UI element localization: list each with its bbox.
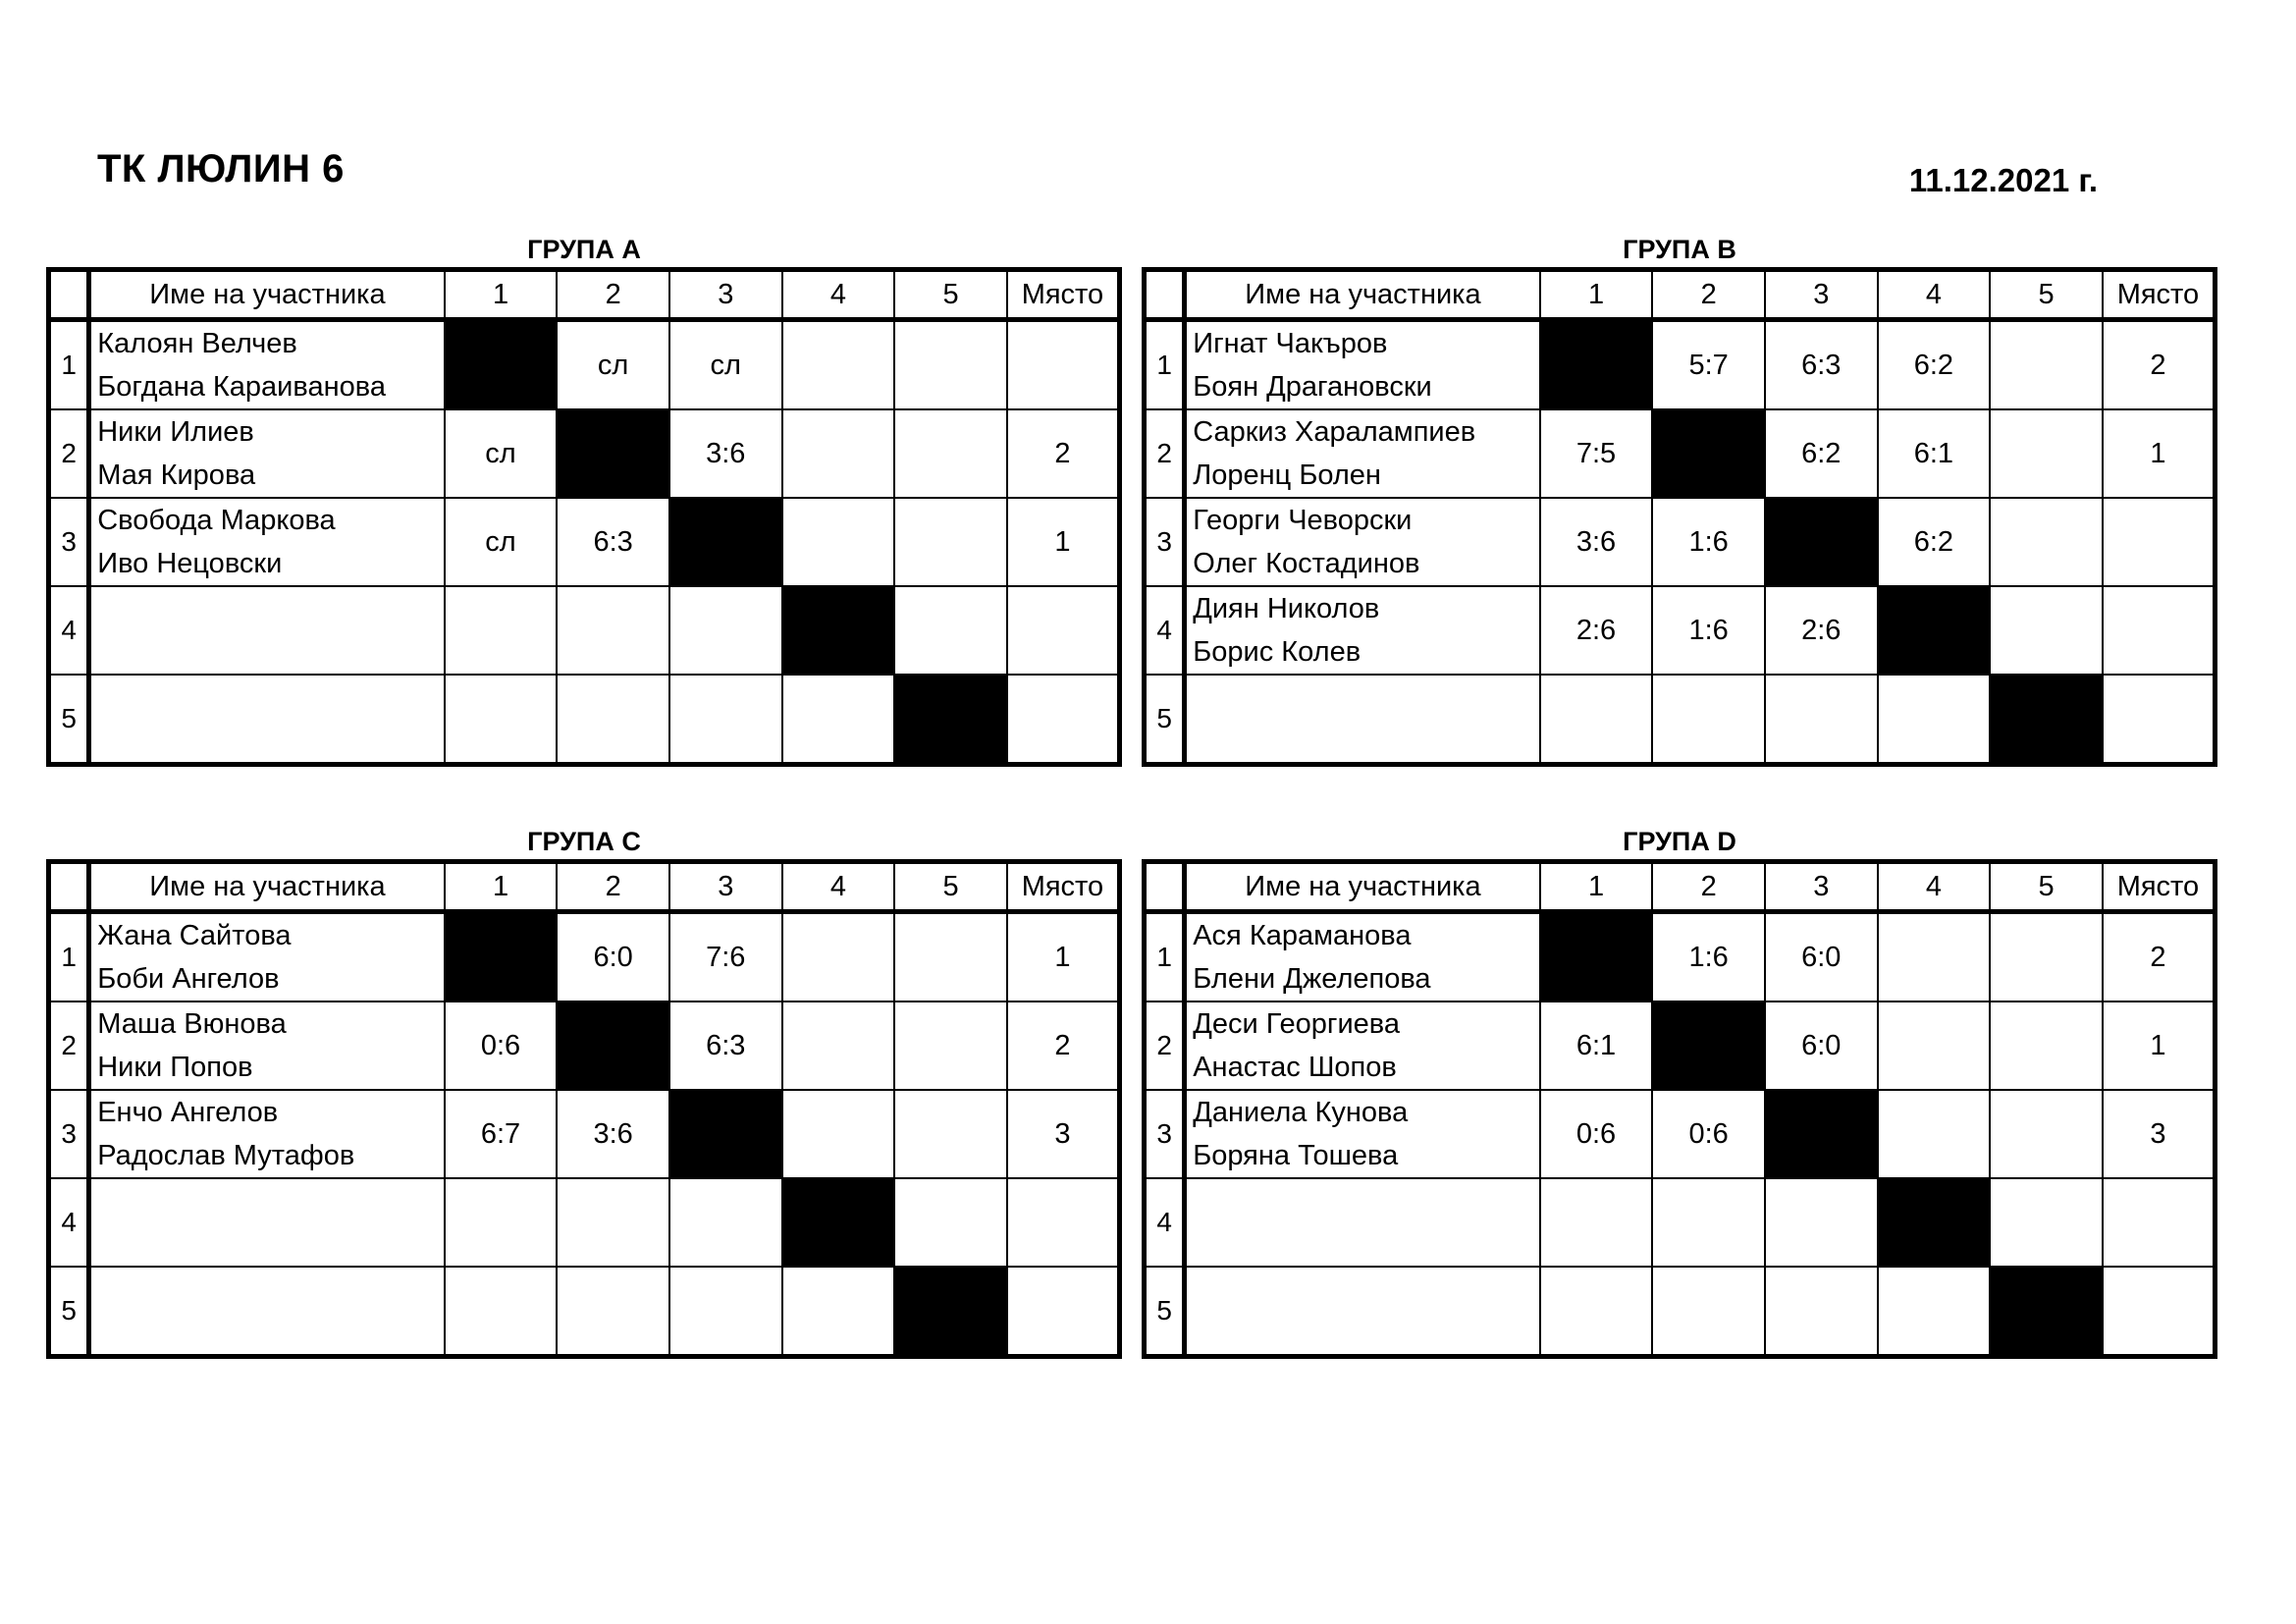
score-cell <box>1990 1090 2103 1178</box>
row-number: 2 <box>49 1001 89 1090</box>
group-panel <box>46 232 1122 767</box>
player-1-name: Даниела Кунова <box>1193 1097 1409 1128</box>
player-1-name: Игнат Чакъров <box>1193 328 1388 359</box>
header-place: Място <box>2103 270 2216 320</box>
place-cell: 2 <box>1007 1001 1120 1090</box>
score-cell <box>445 586 558 675</box>
header-col-1: 1 <box>445 862 558 912</box>
score-cell <box>782 675 895 765</box>
score-cell <box>1878 912 1991 1002</box>
player-2-name: Блени Джелепова <box>1193 963 1431 995</box>
participant-names <box>89 586 445 675</box>
player-1-name <box>1193 1179 1538 1222</box>
score-cell <box>1765 1178 1878 1267</box>
score-cell <box>782 498 895 586</box>
diagonal-blank-cell <box>782 1178 895 1267</box>
header-blank-cell <box>49 862 89 912</box>
score-cell <box>445 675 558 765</box>
diagonal-blank-cell <box>445 320 558 410</box>
score-cell <box>1990 409 2103 498</box>
page-title: ТК ЛЮЛИН 6 <box>97 147 345 190</box>
header-col-2: 2 <box>557 270 669 320</box>
header-col-4: 4 <box>1878 862 1991 912</box>
group-panel <box>46 824 1122 1359</box>
place-cell <box>1007 1267 1120 1357</box>
diagonal-blank-cell <box>1878 586 1991 675</box>
table-row <box>49 498 1120 586</box>
score-cell <box>782 409 895 498</box>
table-row <box>1145 1178 2216 1267</box>
header-col-1: 1 <box>445 270 558 320</box>
player-1-name: Свобода Маркова <box>97 505 336 536</box>
score-cell <box>669 675 782 765</box>
group-panel <box>1142 824 2217 1359</box>
participant-names <box>1185 1090 1540 1178</box>
score-cell <box>557 586 669 675</box>
participant-names <box>1185 1178 1540 1267</box>
place-cell <box>1007 320 1120 410</box>
score-cell <box>894 409 1007 498</box>
row-number: 5 <box>1145 1267 1185 1357</box>
table-row <box>1145 409 2216 498</box>
header-place: Място <box>1007 862 1120 912</box>
player-2-name: Лоренц Болен <box>1193 460 1381 491</box>
table-header-row <box>1145 270 2216 320</box>
score-cell <box>782 320 895 410</box>
header-col-2: 2 <box>1652 862 1765 912</box>
participant-names <box>89 498 445 586</box>
score-cell <box>1878 1267 1991 1357</box>
score-cell <box>445 1178 558 1267</box>
header-name: Име на участника <box>1185 270 1540 320</box>
header-col-1: 1 <box>1540 270 1653 320</box>
group-table <box>1142 267 2217 767</box>
participant-names <box>89 675 445 765</box>
player-2-name: Боряна Тошева <box>1193 1140 1399 1171</box>
score-cell <box>894 1001 1007 1090</box>
row-number: 2 <box>1145 409 1185 498</box>
score-cell: 2:6 <box>1540 586 1653 675</box>
score-cell <box>1652 675 1765 765</box>
table-row <box>49 320 1120 410</box>
score-cell <box>1878 1090 1991 1178</box>
player-2-name <box>97 1311 443 1354</box>
score-cell <box>557 1178 669 1267</box>
score-cell: 0:6 <box>1540 1090 1653 1178</box>
participant-names <box>1185 675 1540 765</box>
header-col-5: 5 <box>894 270 1007 320</box>
player-2-name <box>97 630 443 674</box>
diagonal-blank-cell <box>1540 320 1653 410</box>
header-col-3: 3 <box>1765 862 1878 912</box>
place-cell: 1 <box>1007 912 1120 1002</box>
place-cell <box>2103 1267 2216 1357</box>
header-blank-cell <box>49 270 89 320</box>
header-col-5: 5 <box>1990 270 2103 320</box>
player-2-name: Олег Костадинов <box>1193 548 1420 579</box>
header-col-3: 3 <box>669 862 782 912</box>
score-cell <box>894 1178 1007 1267</box>
row-number: 1 <box>1145 320 1185 410</box>
table-row <box>1145 320 2216 410</box>
row-number: 5 <box>49 1267 89 1357</box>
table-row <box>1145 912 2216 1002</box>
diagonal-blank-cell <box>1990 1267 2103 1357</box>
row-number: 4 <box>49 586 89 675</box>
player-2-name: Богдана Караиванова <box>97 371 386 403</box>
score-cell: 3:6 <box>557 1090 669 1178</box>
score-cell <box>1652 1267 1765 1357</box>
participant-names <box>89 1001 445 1090</box>
group-panel <box>1142 232 2217 767</box>
table-row <box>1145 675 2216 765</box>
group-title: ГРУПА А <box>527 235 641 264</box>
table-row <box>1145 1090 2216 1178</box>
place-cell: 1 <box>1007 498 1120 586</box>
row-number: 1 <box>1145 912 1185 1002</box>
participant-names <box>1185 586 1540 675</box>
place-cell <box>1007 586 1120 675</box>
score-cell: 6:2 <box>1878 498 1991 586</box>
header-place: Място <box>2103 862 2216 912</box>
header-name: Име на участника <box>89 862 445 912</box>
place-cell <box>2103 586 2216 675</box>
score-cell: сл <box>445 498 558 586</box>
score-cell: 6:0 <box>557 912 669 1002</box>
place-cell: 2 <box>2103 320 2216 410</box>
diagonal-blank-cell <box>1878 1178 1991 1267</box>
score-cell: 6:1 <box>1878 409 1991 498</box>
score-cell: 2:6 <box>1765 586 1878 675</box>
place-cell: 1 <box>2103 1001 2216 1090</box>
event-date: 11.12.2021 г. <box>1908 162 2098 198</box>
score-cell <box>1990 1178 2103 1267</box>
score-cell <box>782 1267 895 1357</box>
header-col-2: 2 <box>557 862 669 912</box>
score-cell: 1:6 <box>1652 586 1765 675</box>
player-2-name: Анастас Шопов <box>1193 1052 1397 1083</box>
group-title: ГРУПА B <box>1623 235 1736 264</box>
score-cell: 6:7 <box>445 1090 558 1178</box>
score-cell <box>1540 1178 1653 1267</box>
score-cell: сл <box>445 409 558 498</box>
header-col-1: 1 <box>1540 862 1653 912</box>
score-cell <box>557 1267 669 1357</box>
score-cell <box>445 1267 558 1357</box>
score-cell <box>1990 498 2103 586</box>
place-cell: 2 <box>2103 912 2216 1002</box>
score-cell: 6:2 <box>1878 320 1991 410</box>
score-cell: 1:6 <box>1652 498 1765 586</box>
diagonal-blank-cell <box>1990 675 2103 765</box>
player-1-name: Маша Вюнова <box>97 1008 287 1040</box>
table-row <box>49 586 1120 675</box>
diagonal-blank-cell <box>894 675 1007 765</box>
table-header-row <box>49 862 1120 912</box>
player-2-name <box>1193 1311 1538 1354</box>
score-cell: 6:2 <box>1765 409 1878 498</box>
player-1-name: Диян Николов <box>1193 593 1380 624</box>
score-cell <box>1540 1267 1653 1357</box>
player-1-name: Жана Сайтова <box>97 920 292 951</box>
header-col-4: 4 <box>782 270 895 320</box>
row-number: 3 <box>49 1090 89 1178</box>
score-cell <box>1878 1001 1991 1090</box>
score-cell: 6:0 <box>1765 1001 1878 1090</box>
diagonal-blank-cell <box>1652 1001 1765 1090</box>
header-name: Име на участника <box>1185 862 1540 912</box>
place-cell <box>2103 498 2216 586</box>
score-cell: сл <box>669 320 782 410</box>
player-2-name: Радослав Мутафов <box>97 1140 355 1171</box>
player-1-name: Деси Георгиева <box>1193 1008 1401 1040</box>
group-title: ГРУПА C <box>527 827 641 856</box>
participant-names <box>89 1090 445 1178</box>
diagonal-blank-cell <box>669 498 782 586</box>
participant-names <box>1185 912 1540 1002</box>
player-2-name <box>97 719 443 762</box>
row-number: 1 <box>49 912 89 1002</box>
participant-names <box>89 320 445 410</box>
diagonal-blank-cell <box>1765 498 1878 586</box>
player-1-name <box>97 587 443 630</box>
header-col-4: 4 <box>1878 270 1991 320</box>
player-1-name: Ники Илиев <box>97 416 254 448</box>
score-cell <box>894 1090 1007 1178</box>
score-cell <box>669 1178 782 1267</box>
header-col-3: 3 <box>1765 270 1878 320</box>
player-1-name <box>97 1179 443 1222</box>
player-2-name: Боби Ангелов <box>97 963 280 995</box>
score-cell <box>1990 320 2103 410</box>
header-place: Място <box>1007 270 1120 320</box>
place-cell <box>2103 1178 2216 1267</box>
table-row <box>49 675 1120 765</box>
score-cell: 0:6 <box>1652 1090 1765 1178</box>
score-cell <box>1990 912 2103 1002</box>
score-cell: 6:3 <box>1765 320 1878 410</box>
participant-names <box>1185 498 1540 586</box>
row-number: 4 <box>1145 1178 1185 1267</box>
score-cell <box>1990 586 2103 675</box>
score-cell: 6:3 <box>669 1001 782 1090</box>
score-cell: 6:1 <box>1540 1001 1653 1090</box>
group-table <box>1142 859 2217 1359</box>
score-cell <box>1878 675 1991 765</box>
row-number: 3 <box>49 498 89 586</box>
score-cell <box>894 498 1007 586</box>
row-number: 2 <box>49 409 89 498</box>
group-table <box>46 859 1122 1359</box>
row-number: 4 <box>1145 586 1185 675</box>
table-row <box>49 912 1120 1002</box>
player-1-name: Саркиз Харалампиев <box>1193 416 1476 448</box>
player-2-name: Иво Нецовски <box>97 548 283 579</box>
score-cell: 7:5 <box>1540 409 1653 498</box>
diagonal-blank-cell <box>782 586 895 675</box>
score-cell <box>782 912 895 1002</box>
header-col-2: 2 <box>1652 270 1765 320</box>
row-number: 4 <box>49 1178 89 1267</box>
diagonal-blank-cell <box>669 1090 782 1178</box>
participant-names <box>89 409 445 498</box>
player-2-name <box>1193 1222 1538 1266</box>
table-row <box>49 1090 1120 1178</box>
place-cell: 2 <box>1007 409 1120 498</box>
score-cell <box>1765 675 1878 765</box>
place-cell: 1 <box>2103 409 2216 498</box>
diagonal-blank-cell <box>557 409 669 498</box>
place-cell: 3 <box>2103 1090 2216 1178</box>
header-name: Име на участника <box>89 270 445 320</box>
score-cell <box>894 912 1007 1002</box>
participant-names <box>1185 1001 1540 1090</box>
player-1-name <box>1193 1268 1538 1311</box>
score-cell <box>1540 675 1653 765</box>
player-1-name: Ася Караманова <box>1193 920 1412 951</box>
score-cell <box>669 586 782 675</box>
table-row <box>49 409 1120 498</box>
row-number: 3 <box>1145 498 1185 586</box>
player-1-name <box>97 676 443 719</box>
header-blank-cell <box>1145 862 1185 912</box>
player-2-name <box>1193 719 1538 762</box>
participant-names <box>1185 320 1540 410</box>
score-cell: 1:6 <box>1652 912 1765 1002</box>
player-1-name: Калоян Велчев <box>97 328 297 359</box>
score-cell: 6:3 <box>557 498 669 586</box>
player-2-name: Мая Кирова <box>97 460 256 491</box>
player-1-name <box>97 1268 443 1311</box>
row-number: 1 <box>49 320 89 410</box>
place-cell <box>1007 1178 1120 1267</box>
participant-names <box>89 1178 445 1267</box>
score-cell: 6:0 <box>1765 912 1878 1002</box>
table-row <box>1145 1267 2216 1357</box>
player-1-name <box>1193 676 1538 719</box>
participant-names <box>1185 1267 1540 1357</box>
row-number: 2 <box>1145 1001 1185 1090</box>
score-cell <box>557 675 669 765</box>
player-2-name: Боян Драгановски <box>1193 371 1432 403</box>
header-blank-cell <box>1145 270 1185 320</box>
score-cell: 7:6 <box>669 912 782 1002</box>
score-cell: 3:6 <box>1540 498 1653 586</box>
row-number: 5 <box>1145 675 1185 765</box>
player-2-name: Борис Колев <box>1193 636 1362 668</box>
participant-names <box>89 1267 445 1357</box>
table-row <box>1145 1001 2216 1090</box>
score-cell <box>1765 1267 1878 1357</box>
diagonal-blank-cell <box>894 1267 1007 1357</box>
place-cell <box>2103 675 2216 765</box>
row-number: 5 <box>49 675 89 765</box>
score-cell <box>782 1001 895 1090</box>
diagonal-blank-cell <box>1540 912 1653 1002</box>
header-col-4: 4 <box>782 862 895 912</box>
diagonal-blank-cell <box>1765 1090 1878 1178</box>
row-number: 3 <box>1145 1090 1185 1178</box>
place-cell <box>1007 675 1120 765</box>
table-row <box>1145 498 2216 586</box>
table-row <box>49 1267 1120 1357</box>
diagonal-blank-cell <box>1652 409 1765 498</box>
player-1-name: Георги Чеворски <box>1193 505 1413 536</box>
diagonal-blank-cell <box>445 912 558 1002</box>
player-2-name <box>97 1222 443 1266</box>
score-cell: сл <box>557 320 669 410</box>
header-col-5: 5 <box>894 862 1007 912</box>
place-cell: 3 <box>1007 1090 1120 1178</box>
score-cell <box>669 1267 782 1357</box>
header-col-3: 3 <box>669 270 782 320</box>
score-cell <box>1652 1178 1765 1267</box>
table-row <box>1145 586 2216 675</box>
score-cell <box>1990 1001 2103 1090</box>
score-cell: 0:6 <box>445 1001 558 1090</box>
table-header-row <box>49 270 1120 320</box>
group-title: ГРУПА D <box>1623 827 1736 856</box>
score-cell <box>894 586 1007 675</box>
score-cell <box>782 1090 895 1178</box>
participant-names <box>1185 409 1540 498</box>
group-table <box>46 267 1122 767</box>
table-row <box>49 1178 1120 1267</box>
table-row <box>49 1001 1120 1090</box>
player-2-name: Ники Попов <box>97 1052 253 1083</box>
participant-names <box>89 912 445 1002</box>
header-col-5: 5 <box>1990 862 2103 912</box>
score-cell: 5:7 <box>1652 320 1765 410</box>
score-cell <box>894 320 1007 410</box>
table-header-row <box>1145 862 2216 912</box>
score-cell: 3:6 <box>669 409 782 498</box>
diagonal-blank-cell <box>557 1001 669 1090</box>
player-1-name: Енчо Ангелов <box>97 1097 279 1128</box>
